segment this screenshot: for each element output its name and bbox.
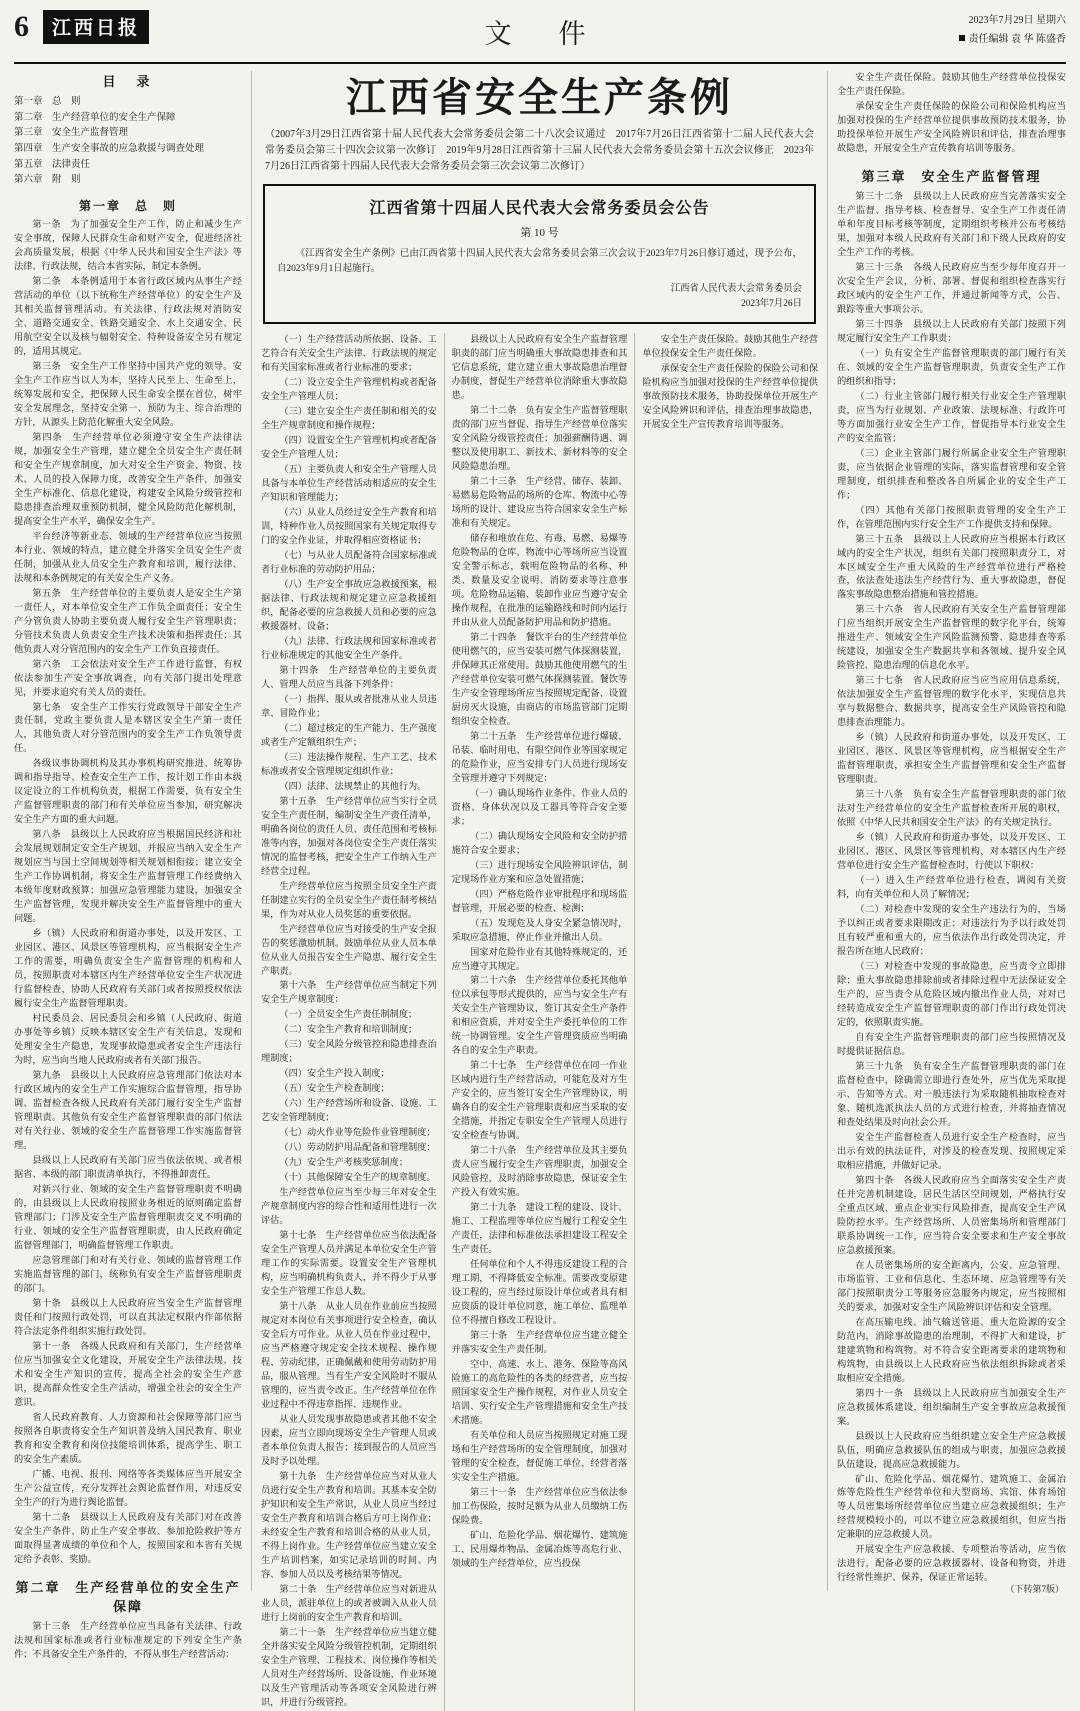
paragraph: 各级议事协调机构及其办事机构研究推进、统筹协调和指导指导、检查安全生产工作，按计划工作由本级议定设立的工作机构负责，根据工作需要，负有安全生产监督管理职责的部门和有关单位应当参加，研究解决安全生产方面的重大问题。: [14, 758, 242, 825]
paragraph: （九）法律、行政法规和国家标准或者行业标准规定的其他安全生产条件。: [261, 635, 437, 660]
paragraph: 承保安全生产责任保险的保险公司和保险机构应当加强对投保的生产经营单位提供事故预防技术服务，协助投保单位开展生产安全风险辨识和评估，排查治理事故隐患，开展安全生产宣传教育培训等服务。: [837, 100, 1066, 153]
paragraph: 第六条 工会依法对安全生产工作进行监督，有权依法参加生产安全事故调查，向有关部门提出处理意见，并要求追究有关人员的责任。: [14, 658, 242, 697]
paragraph: 安全生产监督检查人员进行安全生产检查时，应当出示有效的执法证件，对涉及的检查发现、按照规定采取相应措施，并做好记录。: [837, 1131, 1066, 1170]
list-item: 第六章 附 则: [14, 175, 81, 186]
paragraph: （一）进入生产经营单位进行检查，调阅有关资料，向有关单位和人员了解情况；: [837, 875, 1066, 900]
paragraph: （三）企业主管部门履行所属企业安全生产管理职责，应当依据企业管理的实际，落实监督管理和安全管理制度，组织排查和整改各自所属企业的安全生产工作；: [837, 447, 1066, 500]
paragraph: （六）生产经营场所和设备、设施、工艺安全管理制度；: [261, 1098, 437, 1123]
paragraph: 安全生产责任保险。鼓励其他生产经营单位投保安全生产责任保险。: [642, 334, 819, 359]
paragraph: 第八条 县级以上人民政府应当根据国民经济和社会发展规划制定安全生产规划，并报应当纳入安全生产规划应当与国土空间规划等相关规划相衔接；建立安全生产工作协调机制，将安全生产监督管理工作经费纳入本级年度财政预算；加强应急管理能力建设，加强安全生产监督管理，发现并解决安全生产监督管理中的重大问题。: [14, 829, 242, 924]
paragraph: 第三十条 生产经营单位应当建立健全并落实安全生产责任制。: [451, 1330, 628, 1355]
paragraph: 自有安全生产监督管理职责的部门应当按照情况及时提供证据信息。: [837, 1031, 1066, 1056]
paragraph: （四）安全生产投入制度；: [279, 1068, 390, 1079]
list-item: 第一章 总 则: [14, 97, 81, 107]
paragraph: 第二十九条 建设工程的建设、设计、施工、工程监理等单位应当履行工程安全生产责任，法律和标准依法承担建设工程安全生产责任。: [451, 1202, 628, 1255]
column-right: [828, 71, 1066, 1591]
paragraph: 第二十六条 生产经营单位委托其他单位以承包等形式提供的，应当与安全生产有关安全生产管理协议，签订其安全生产条件和相应资质，并对安全生产委托单位的工作统一协调管理。安全生产管理资质应当明确各自的安全生产职责。: [451, 975, 628, 1056]
paragraph: 第二十二条 负有安全生产监督管理职责的部门应当督促、指导生产经营单位落实安全风险分级管控责任；加强薪酬待遇、调整以及使用职工、新技术、新材料等的安全风险隐患治理。: [451, 405, 628, 472]
masthead-left: [14, 10, 264, 44]
law-subtitle: （2007年3月29日江西省第十届人民代表大会常务委员会第二十八次会议通过 2017年7月26日江西省第十二届人民代表大会常务委员会第三十四次会议第一次修订 2019年9月28日江西省第十三届人民代表大会常务委员会第十五次会议修正 2023年7月26日江西省第十四届人民代表大会常务委员会第三次会议第二次修订）: [265, 129, 814, 172]
paragraph: 第三十一条 生产经营单位应当依法参加工伤保险，按时足额为从业人员缴纳工伤保险费。: [451, 1486, 628, 1525]
paragraph: 应急管理部门和对有关行业、领域的监督管理工作实施监督管理的部门，统称负有安全生产监督管理职责的部门。: [14, 1254, 242, 1293]
paragraph: 第十九条 生产经营单位应当对从业人员进行安全生产教育和培训。其基本安全防护知识和安全生产常识，从业人员应当经过安全生产教育和培训合格后方可上岗作业；未经安全生产教育和培训合格的从业人员，不得上岗作业。生产经营单位应当建立安全生产培训档案，如实记录培训的时间、内容、参加人员以及考核结果等情况。: [261, 1470, 437, 1579]
paragraph: （八）生产安全事故应急救援预案，根据法律、行政法规和规定建立应急救援组织，配备必要的应急救援人员和必要的应急救援器材、设备；: [261, 578, 437, 631]
paragraph: （五）主要负责人和安全生产管理人员具备与本单位生产经营活动相适应的安全生产知识和管理能力；: [261, 464, 437, 503]
paragraph: （二）确认现场安全风险和安全防护措施符合安全要求；: [451, 830, 628, 855]
paragraph: 对新兴行业、领域的安全生产监督管理职责不明确的，由县级以上人民政府按照业务相近的原则确定监督管理部门；门涉及安全生产监督管理职责交叉不明确的行业、领域的安全生产监督管理职责，由人民政府确定监督管理部门，明确监督管理工作职责。: [14, 1183, 242, 1250]
paragraph: 第四十条 各级人民政府应当全面落实安全生产责任并完善机制建设，居民生活区空间规划，严格执行安全重点区域、重点企业实行风险排查，提高安全生产风险防控水平。生产经营场所、人员密集场所和管理部门联系协调统一工作，应当符合安全要求和生产安全事故应急救援预案。: [837, 1174, 1066, 1255]
paragraph: 有关单位和人员应当按照规定对施工现场和生产经营场所的安全管理制度，加强对管理的安全检查，督促施工单位、经营者落实安全生产措施。: [451, 1429, 628, 1482]
toc-title: 目 录: [102, 74, 154, 89]
paragraph: 广播、电视、报刊、网络等各类媒体应当开展安全生产公益宣传，充分发挥社会舆论监督作用，对违反安全生产的行为进行舆论监督。: [14, 1468, 242, 1507]
subcolumn-1: [261, 333, 445, 1711]
paragraph: 矿山、危险化学品、烟花爆竹、建筑施工、金属冶炼等危险性生产经营单位和大型商场、宾馆、体育场馆等人员密集场所经营单位应当建立应急救援组织；生产经营规模较小的，可以不建立应急救援组织，但应当指定兼职的应急救援人员。: [837, 1473, 1066, 1540]
paragraph: 第二十四条 餐饮平台的生产经营单位使用燃气的，应当安装可燃气体探测装置，并保障其正常使用。鼓励其他使用燃气的生产经营单位安装可燃气体探测装置。餐饮等生产安全管理场所应当按照规定配备、设置厨房灭火设施，由商店的市场监管部门定期组织安全检查。: [451, 631, 628, 726]
paragraph: 第十二条 县级以上人民政府及有关部门对在改善安全生产条件、防止生产安全事故、参加抢险救护等方面取得显著成绩的单位和个人，按照国家和本省有关规定给予表彰、奖励。: [14, 1511, 242, 1564]
paragraph: 第二十三条 生产经营、储存、装卸、易燃易危险物品的场所的仓库、物流中心等场所的设计、建设应当符合国家安全生产标准和有关规定。: [451, 476, 628, 528]
paragraph: 乡（镇）人民政府和街道办事处，以及开发区、工业园区、港区、风景区等管理机构，应当根据安全生产监督管理职责，承担安全生产监督管理和安全生产监督管理职责。: [837, 732, 1066, 785]
paragraph: 第二十七条 生产经营单位在同一作业区域内进行生产经营活动，可能危及对方生产安全的，应当签订安全生产管理协议，明确各自的安全生产管理职责和应当采取的安全措施，并指定专职安全生产管理人员进行安全检查与协调。: [451, 1060, 628, 1141]
paragraph: （一）指挥、服从或者批准从业人员违章、冒险作业；: [261, 693, 437, 718]
paragraph: 生产经营单位应当按照全员安全生产责任制建立实行的全员安全生产责任制考核结果，作为对从业人员奖惩的重要依据。: [261, 880, 437, 919]
paragraph: 村民委员会、居民委员会和乡镇（人民政府、街道办事处等乡镇）反映本辖区安全生产有关信息，发现和处理安全生产隐患，发现事故隐患或者安全生产违法行为时，应当向当地人民政府或者有关部门报告。: [14, 1013, 242, 1066]
paragraph: 县级以上人民政府有关部门应当依法依规、或者根据省、本级的部门职责清单执行，不得推卸责任。: [14, 1155, 242, 1179]
paragraph: 第三十二条 县级以上人民政府应当完善落实安全生产监督、指导考核、检查督导、安全生产工作责任清单和年度目标考核等制度，定期组织考核并公布考核结果，加强对本级人民政府有关部门和下级人民政府的安全生产工作的考核。: [837, 190, 1066, 257]
paragraph: 第七条 安全生产工作实行党政领导干部安全生产责任制，党政主要负责人是本辖区安全生产第一责任人，其他负责人对分管范围内的安全生产工作负领导责任。: [14, 701, 242, 754]
paragraph: 承保安全生产责任保险的保险公司和保险机构应当加强对投保的生产经营单位提供事故预防技术服务，协助投保单位开展生产安全风险辨识和评估，排查治理事故隐患，开展安全生产宣传教育培训等服务。: [642, 363, 819, 430]
paragraph: （七）动火作业等危险作业管理制度；: [279, 1127, 436, 1138]
paragraph: （二）安全生产教育和培训制度；: [279, 1024, 418, 1035]
paragraph: （二）行业主管部门履行相关行业安全生产管理职责，应当为行业规划、产业政策、法规标准、行政许可等方面加强行业安全生产工作，督促指导本行业安全生产的安全监管；: [837, 390, 1066, 443]
masthead: [14, 10, 1066, 64]
paragraph: 第四条 生产经营单位必须遵守安全生产法律法规，加强安全生产管理，建立健全全员安全生产责任制和安全生产规章制度，加大对安全生产资金、物资、技术、人员的投入保障力度，改善安全生产条件，加强安全生产标准化、信息化建设，构建安全风险分级管控和隐患排查治理双重预防机制，健全风险防范化解机制，提高安全生产水平，确保安全生产。: [14, 431, 242, 526]
toc-list: [14, 95, 242, 189]
column-left: [14, 71, 252, 1659]
paragraph: （四）其他有关部门按照职责管理的安全生产工作，在管理范围内实行安全生产工作提供支持和保障。: [837, 504, 1066, 529]
chapter-1-heading: 第一章 总 则: [78, 199, 177, 214]
paragraph: （六）从业人员经过安全生产教育和培训，特种作业人员按照国家有关规定取得专门的安全作业证，并取得相应资格证书；: [261, 507, 437, 545]
chapter-3-heading: 第三章 安全生产监督管理: [861, 168, 1042, 184]
paragraph: 第三条 安全生产工作坚持中国共产党的领导。安全生产工作应当以人为本，坚持人民至上、生命至上，统筹发展和安全，把保障人民生命安全摆在首位，树牢安全发展理念，坚持安全第一、预防为主、综合治理的方针，从源头上防范化解重大安全风险。: [14, 360, 242, 427]
masthead-right: [816, 10, 1066, 48]
subcolumn-2: [445, 333, 636, 1711]
subcolumn-3: [635, 333, 818, 1711]
paragraph: 从业人员发现事故隐患或者其他不安全因素，应当立即向现场安全生产管理人员或者本单位负责人报告；接到报告的人员应当及时予以处理。: [261, 1414, 437, 1466]
paragraph: 第一条 为了加强安全生产工作，防止和减少生产安全事故，保障人民群众生命和财产安全，促进经济社会高质量发展，根据《中华人民共和国安全生产法》等法律、行政法规，结合本省实际，制定本条例。: [14, 219, 242, 271]
paragraph: 第九条 县级以上人民政府应急管理部门依法对本行政区域内的安全生产工作实施综合监督管理，指导协调、监督检查各级人民政府有关部门履行安全生产监督管理职责。其他负有安全生产监督管理职责的部门依法对有关行业、领域的安全生产监督管理工作实施监督管理。: [14, 1070, 242, 1151]
paragraph: 平台经济等新业态、领域的生产经营单位应当按照本行业、领域的特点，建立健全并落实全员安全生产责任制，加强从业人员安全生产教育和培训，履行法律、法规和本条例规定的有关安全生产义务。: [14, 530, 242, 583]
paragraph: （二）设立安全生产管理机构或者配备安全生产管理人员；: [261, 377, 437, 402]
editors-text: 责任编辑 袁 华 陈盛香: [968, 34, 1066, 45]
paragraph: （三）对检查中发现的事故隐患，应当责令立即排除；重大事故隐患排除前或者排除过程中无法保证安全生产的，应当责令从危险区域内撤出作业人员，对对已经转造成安全生产监督管理职责的部门作出行政处罚决定的，依照职责实施。: [837, 961, 1066, 1027]
chapter-2-heading: 第二章 生产经营单位的安全生产保障: [15, 1579, 241, 1614]
paragraph: 第二条 本条例适用于本省行政区域内从事生产经营活动的单位（以下统称生产经营单位）的安全生产及其相关监督管理活动。有关法律、行政法规对消防安全、道路交通安全、铁路交通安全、水上交通安全、民用航空安全以及核与辐射安全、特种设备安全另有规定的，适用其规定。: [14, 275, 242, 356]
announcement-box: [263, 184, 816, 324]
paragraph: 第二十一条 生产经营单位应当建立健全并落实安全风险分级管控机制，定期组织安全生产管理、工程技术、岗位操作等相关人员对生产经营场所、设备设施、作业环境以及生产管理活动等各项安全风险进行辨识，并进行分级管控。: [261, 1626, 437, 1707]
paragraph: （三）安全风险分级管控和隐患排查治理制度；: [261, 1039, 437, 1064]
paragraph: （一）负有安全生产监督管理职责的部门履行有关在、领域的安全生产监督管理职责，负责安全生产工作的组织和指导；: [837, 347, 1066, 386]
paragraph: 第三十七条 省人民政府应当应当应用信息系统，依法加强安全生产监督管理的数字化水平，实现信息共享与数据整合、数据共享，提高安全生产风险管控和隐患排查治理能力。: [837, 675, 1066, 728]
paragraph: 第三十八条 负有安全生产监督管理职责的部门依法对生产经营单位的安全生产监督检查所开展的职权，依照《中华人民共和国安全生产法》的有关规定执行。: [837, 789, 1066, 828]
paragraph: 乡（镇）人民政府和街道办事处，以及开发区、工业园区、港区、风景区等管理机构，应当根据安全生产工作的需要，明确负责安全生产监督管理的机构和人员，按照职责对本辖区内生产经营单位安全生产状况进行监督检查，协助人民政府有关部门或者按照授权依法履行安全生产监督管理职责。: [14, 928, 242, 1009]
paragraph: （三）进行现场安全风险辨识评估，制定现场作业方案和应急处置措施；: [451, 859, 628, 884]
paragraph: 安全生产责任保险。鼓励其他生产经营单位投保安全生产责任保险。: [837, 72, 1066, 96]
continuation-note: （下转第7版）: [1005, 1584, 1064, 1594]
paragraph: 在人员密集场所的安全距离内，公安、应急管理、市场监管、工业和信息化、生态环境、应急管理等有关部门按照职责分工等服务应急服务内规定，应当按照相关的要求，加强对安全生产风险辨识评估和安全管理。: [837, 1259, 1066, 1312]
list-item: 第四章 生产安全事故的应急救援与调查处理: [14, 144, 205, 155]
section-title: 文 件: [484, 19, 596, 49]
paragraph: 国家对危险作业有其他特殊规定的，还应当遵守其规定。: [451, 946, 628, 971]
announcement-number: 第 10 号: [520, 227, 559, 239]
law-title: 江西省安全生产条例: [346, 75, 733, 120]
paragraph: （二）超过核定的生产能力、生产强度或者生产定额组织生产；: [261, 722, 437, 747]
paragraph: 空中、高速、水上、港务、保险等高风险施工的高危险性的各类的经营者，应当按照国家安全生产操作规程，对作业人员安全培训、实行安全生产管理措施和安全生产技术措施。: [451, 1359, 628, 1425]
paragraph: 任何单位和个人不得违反建设工程的合理工期，不得降低安全标准。需要改变原建设工程的，应当经过原设计单位或者具有相应资质的设计单位同意，施工单位、监理单位不得擅自修改工程设计。: [451, 1259, 628, 1326]
paragraph: （四）设置安全生产管理机构或者配备安全生产管理人员；: [261, 435, 437, 460]
paragraph: 县级以上人民政府应当组织建立安全生产应急救援队伍，明确应急救援队伍的组成与职责，加强应急救援队伍建设，提高应急救援能力。: [837, 1430, 1066, 1469]
list-item: 第五章 法律责任: [14, 159, 91, 170]
middle-subcolumns: [261, 333, 818, 1711]
paragraph: （十）其他保障安全生产的规章制度。: [279, 1172, 436, 1183]
paragraph: （三）违法操作规程、生产工艺、技术标准或者安全管理规定组织作业；: [261, 751, 437, 776]
list-item: 第二章 生产经营单位的安全生产保障: [14, 112, 176, 123]
announcement-body: 《江西省安全生产条例》已由江西省第十四届人民代表大会常务委员会第三次会议于2023年7月26日修订通过，现予公布，自2023年9月1日起施行。: [277, 249, 802, 275]
paragraph: 开展安全生产应急救援、专项整治等活动，应当依法进行，配备必要的应急救援器材、设备和物资，并进行经常性维护、保养，保证正常运转。: [837, 1544, 1066, 1583]
paragraph: （一）生产经营活动所依据、设备、工艺符合有关安全生产法律、行政法规的规定和有关国家标准或者行业标准的要求；: [261, 334, 437, 373]
paragraph: 第二十条 生产经营单位应当对新进从业人员，派驻单位上的或者被调入从业人员进行上岗前的安全生产教育和培训。: [261, 1583, 437, 1622]
paragraph: 第二十八条 生产经营单位及其主要负责人应当履行安全生产管理职责，加强安全风险管控，及时消除事故隐患，保证安全生产投入有效实施。: [451, 1145, 628, 1198]
paragraph: （一）确认现场作业条件、作业人员的资格、身体状况以及工器具等符合安全要求；: [451, 787, 628, 826]
announcement-title: 江西省第十四届人民代表大会常务委员会公告: [369, 200, 710, 217]
announcement-signature: 江西省人民代表大会常务委员会 2023年7月26日: [670, 284, 802, 310]
page-number: 6: [14, 10, 29, 43]
paragraph: 第十六条 生产经营单位应当制定下列安全生产规章制度：: [261, 980, 437, 1005]
paragraph: （一）全员安全生产责任制制度；: [279, 1009, 418, 1020]
paragraph: 省人民政府教育、人力资源和社会保障等部门应当按照各自职责将安全生产知识普及纳入国民教育、职业教育和安全教育和岗位技能培训体系，提高学生、职工的安全生产素质。: [14, 1411, 242, 1464]
paragraph: 生产经营单位应当至少每三年对安全生产规章制度内容的综合性和适用性进行一次评估。: [261, 1187, 437, 1226]
paragraph: 第十八条 从业人员在作业前应当按照规定对本岗位有关事项进行安全检查，确认安全后方可作业。从业人员在作业过程中，应当严格遵守规定安全技术规程、操作规程、劳动纪律，正确佩戴和使用劳动防护用品，服从管理。当有生产安全风险时不服从管理的，应当责令改正。生产经营单位在作业过程中不得违章指挥、违规作业。: [261, 1301, 437, 1410]
paragraph: （八）劳动防护用品配备和管理制度；: [279, 1142, 436, 1153]
paragraph: 第十条 县级以上人民政府应当安全生产监督管理责任和门按照行政处罚，可以直其法定权限内作部依据符合法定条件组织实施行政处罚。: [14, 1297, 242, 1336]
paragraph: 在高压输电线、油气输送管道、重大危险源的安全防范内，消除事故隐患的治理制，不得扩大和建设，扩建建筑物和构筑物。对不符合安全距离要求的建筑物和构筑物，由县级以上人民政府应当依法组织拆除或者采取相应安全措施。: [837, 1316, 1066, 1383]
paragraph: 第三十四条 县级以上人民政府有关部门按照下列规定履行安全生产工作职责：: [837, 318, 1066, 343]
paragraph: 第十三条 生产经营单位应当具备有关法律、行政法规和国家标准或者行业标准规定的下列安全生产条件；不具备安全生产条件的，不得从事生产经营活动：: [14, 1620, 242, 1659]
square-bullet-icon: [959, 35, 965, 41]
paragraph: （二）对检查中发现的安全生产违法行为的，当场予以纠正或者要求限期改正；对违法行为予以行政处罚且有较严重和重大的，应当依法作出行政处罚决定，并报告所在地人民政府；: [837, 904, 1066, 957]
paragraph: 第十七条 生产经营单位应当依法配备安全生产管理人员并满足本单位安全生产管理工作的实际需要。设置安全生产管理机构，应当明确机构负责人，并不得少于从事安全生产管理工作总人数。: [261, 1230, 437, 1297]
paragraph: 第十五条 生产经营单位应当实行全员安全生产责任制，编制安全生产责任清单，明确各岗位的责任人员、责任范围和考核标准等内容，加强对各岗位安全生产责任落实情况的监督考核，把安全生产工作纳入生产经营全过程。: [261, 795, 437, 876]
paragraph: 矿山、危险化学品、烟花爆竹、建筑施工、民用爆炸物品、金属冶炼等高危行业、领域的生产经营单位，应当投保: [451, 1529, 628, 1568]
paragraph: （四）法律、法规禁止的其他行为。: [279, 780, 427, 791]
paper-logo: 江西日报: [43, 10, 149, 44]
paragraph: （三）建立安全生产责任制和相关的安全生产规章制度和操作规程；: [261, 406, 437, 431]
paragraph: 第三十三条 各级人民政府应当至少每年度召开一次安全生产会议，分析、部署、督促和组织检查落实行政区域内的安全生产工作，并通过新闻等方式，公告、跟踪等重大事项公示。: [837, 261, 1066, 314]
paragraph: （七）与从业人员配备符合国家标准或者行业标准的劳动防护用品；: [261, 549, 437, 574]
paragraph: （五）发现危及人身安全紧急情况时，采取应急措施，停止作业并撤出人员。: [451, 917, 628, 942]
paragraph: 第三十五条 县级以上人民政府应当根据本行政区域内的安全生产状况，组织有关部门按照职责分工，对本区域安全生产重大风险的生产经营单位进行严格检查，依法查处违法生产经营行为、重大事故隐患，督促落实事故隐患整治措施和管控措施。: [837, 533, 1066, 600]
paragraph: 第四十一条 县级以上人民政府应当加强安全生产应急救援体系建设，组织编制生产安全事故应急救援预案。: [837, 1387, 1066, 1426]
paragraph: 储存和堆放在危、有毒、易燃、易爆等危险物品的仓库、物流中心等场所应当设置安全警示标志，载明危险物品的名称、种类、数量及安全说明、消防要求等注意事项。危险物品运输、装卸作业应当遵守安全操作规程，在批准的运输路线和时间内运行并由从业人员配备防护用品和防护措施。: [451, 532, 628, 627]
issue-date: 2023年7月29日 星期六: [968, 15, 1066, 26]
column-middle: [252, 71, 828, 1707]
paragraph: （四）严格危险作业审批程序和现场监督管理，开展必要的检查、检测；: [451, 888, 628, 913]
paragraph: 第二十五条 生产经营单位进行爆破、吊装、临时用电、有限空间作业等国家规定的危险作业，应当安排专门人员进行现场安全管理并遵守下列规定：: [451, 730, 628, 783]
paragraph: 乡（镇）人民政府和街道办事处，以及开发区、工业园区、港区、风景区等管理机构，对本辖区内生产经营单位进行安全生产监督检查时，行使以下职权：: [837, 832, 1066, 871]
paragraph: 第五条 生产经营单位的主要负责人是安全生产第一责任人，对本单位安全生产工作负全面责任；安全生产分管负责人协助主要负责人履行安全生产管理职责；分管技术负责人负责安全生产技术决策和指挥责任；其他负责人对分管范围内的安全生产工作负直接责任。: [14, 587, 242, 654]
list-item: 第三章 安全生产监督管理: [14, 128, 129, 139]
page-content: [14, 71, 1066, 1707]
paragraph: 第三十六条 省人民政府有关安全生产监督管理部门应当组织开展安全生产监督管理的数字化平台，统筹推进生产、领域安全生产风险监测预警、隐患排查等系统建设，加强安全生产数据共享和各领域、提升安全风险管控、隐患治理的信息化水平。: [837, 604, 1066, 671]
editors-line: [816, 32, 1066, 48]
paragraph: 第十四条 生产经营单位的主要负责人、管理人员应当具备下列条件：: [261, 664, 437, 689]
paragraph: 生产经营单位应当对接受的生产安全报告的奖惩激励机制。鼓励单位从业人员本单位从业人员报告安全生产隐患、履行安全生产职责。: [261, 923, 437, 976]
paragraph: 第十一条 各级人民政府和有关部门，生产经营单位应当加强安全文化建设，开展安全生产法律法规、技术和安全生产知识的宣传，提高全社会的安全生产意识，提高群众性安全生产活动，增强全社会的安全生产意识。: [14, 1340, 242, 1407]
paragraph: 第三十九条 负有安全生产监督管理职责的部门在监督检查中，除确需立即进行查处外，应当优先采取提示、告知等方式。对一般违法行为采取随机抽取检查对象、随机选派执法人员的方式进行检查，并将抽查情况和查处结果及时向社会公开。: [837, 1060, 1066, 1127]
paragraph: （九）安全生产考核奖惩制度；: [279, 1157, 409, 1168]
paragraph: 县级以上人民政府有安全生产监督管理职责的部门应当明确重大事故隐患排查和其它信息系统，建立建立重大事故隐患治理督办制度，督促生产经营单位消除重大事故隐患。: [451, 334, 628, 401]
paragraph: （五）安全生产检查制度；: [279, 1083, 390, 1094]
